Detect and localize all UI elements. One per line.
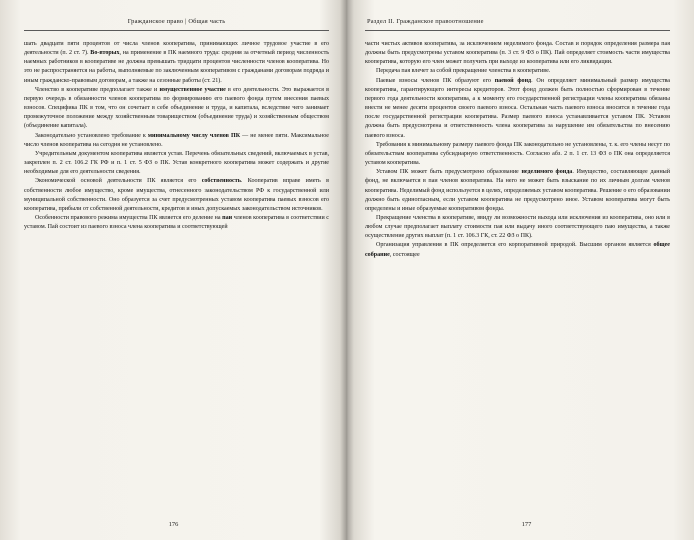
body-text-right xyxy=(365,40,670,260)
paragraph: Учредительным документом кооператива является устав. Перечень обязательных сведений, включаемых в устав, закреплен п. 2 ст. 106.2 ГК РФ и п. 1 ст. 5 ФЗ о ПК. Устав конкретного кооператива может содержать и другие необходимые для его деятельности сведения. xyxy=(24,150,329,176)
running-head-left: Гражданское право | Общая часть xyxy=(127,18,226,25)
header-rule-right xyxy=(365,30,670,31)
paragraph: Организация управления в ПК определяется его корпоративной природой. Высшим органом является общее собрание, состоящее xyxy=(365,242,670,258)
paragraph: Особенности правового режима имущества ПК является его деление на паи членов кооператива в соответствии с уставом. Пай состоит из паевого взноса члена кооператива и соответствующей xyxy=(24,214,329,231)
body-text-left xyxy=(24,40,329,232)
paragraph: шать двадцати пяти процентов от числа членов кооператива, принимающих личное трудовое участие в его деятельности (п. 2 ст. 7). Во-вторых, на применение в ПК наемного труда: средняя за отчетный период численность наемных работников в кооперативе не должна превышать тридцати процентов численности членов кооператива. Но это не распространяется на работы, выполняемые по заключенным кооперативом с гражданами договорам подряда и иным гражданско-правовым договорам, а также на сезонные работы (ст. 21). xyxy=(24,41,329,84)
paragraph: Членство в кооперативе предполагает также и имущественное участие в его деятельности. Это выражается в первую очередь в обязанности членов кооператива по формированию его паевого фонда путем внесения паевых взносов. Специфика ПК в том, что он сочетает в себе объединение и труда, и капитала, вследствие чего занимает промежуточное положение между хозяйственным товариществом (объединение труда) и хозяйственным обществом (объединение капитала). xyxy=(24,86,330,130)
paragraph: Передача пая влечет за собой прекращение членства в кооперативе. xyxy=(376,68,551,75)
paragraph: Требования к минимальному размеру паевого фонда ПК законодательно не установлены, т. к. его члены несут по обязательствам кооператива субсидиарную ответственность. Согласно абз. 2 п. 1 ст. 13 ФЗ о ПК она определяется уставом кооператива. xyxy=(365,141,670,167)
paragraph: части чистых активов кооператива, за исключением неделимого фонда. Состав и порядок определения размера пая должны быть предусмотрены уставом кооператива (п. 3 ст. 9 ФЗ о ПК). Пай определяет стоимость части имущества кооператива, которую его член может получить при выходе из кооператива или его ликвидации. xyxy=(365,41,670,66)
paragraph: Экономической основой деятельности ПК является его собственность. Кооператив вправе иметь в собственности любое имущество, кроме имущества, отнесенного законодательством РФ к государственной или муниципальной собственности. Оно образуется за счет предусмотренных уставом кооператива паевых взносов его кооператива, прибыли от собственной деятельности, кредитов и иных допускаемых законодательством источников. xyxy=(24,178,329,212)
page-number-right: 177 xyxy=(521,521,532,528)
paragraph: Законодательно установлено требование к минимальному числу членов ПК — не менее пяти. Максимальное число членов кооператива на сегодня не установлено. xyxy=(24,132,329,148)
running-head-right: Раздел II. Гражданское правоотношение xyxy=(367,18,484,25)
paragraph: Уставом ПК может быть предусмотрено образование неделимого фонда. Имущество, составляющее данный фонд, не включается в паи членов кооператива. На него не может быть взыскание по их личным долгам членов кооператива. Неделимый фонд используется в целях, определяемых уставом кооператива. Решение о его образовании должно быть единогласным, если уставом кооператива не предусмотрено иное. Уставом кооператива могут быть определены и иные образуемые кооперативом фонды. xyxy=(365,169,670,212)
page-right xyxy=(347,0,694,540)
paragraph: Прекращение членства в кооперативе, ввиду ли возможности выхода или исключения из кооператива, оно или в любом случае предполагает выплату стоимости пая или выдачу иного соответствующего паю имущества, а также осуществление других выплат (п. 1 ст. 106.3 ГК, ст. 22 ФЗ о ПК). xyxy=(365,214,670,240)
header-rule-left xyxy=(24,30,329,31)
page-number-left: 176 xyxy=(168,521,179,528)
paragraph: Паевые взносы членов ПК образуют его паевой фонд. Он определяет минимальный размер имущества кооператива, гарантирующего интересы кредиторов. Этот фонд должен быть полностью сформирован в течение первого года деятельности кооператива, а к моменту его государственной регистрации члены кооператива обязаны внести не менее десяти процентов своего паевого взноса. Остальная часть паевого взноса вносится в течение года после государственной регистрации кооператива. Размер паевого взноса устанавливается уставом ПК. Уставом должна быть предусмотрена и ответственность члена кооператива за нарушение им обязательства по внесению паевого взноса. xyxy=(365,77,670,139)
